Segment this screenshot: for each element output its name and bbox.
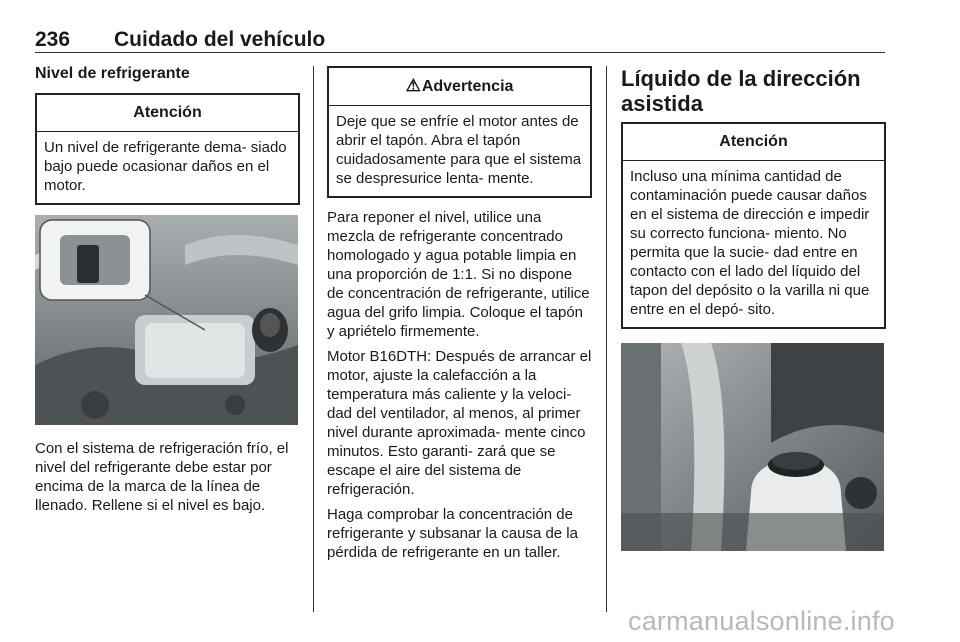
header-rule (35, 52, 885, 53)
column-divider-1 (313, 66, 314, 612)
coolant-heading: Nivel de refrigerante (35, 65, 190, 82)
refill-paragraph-2: Motor B16DTH: Después de arrancar el motor, ajuste la calefacción a la temperatura más caliente y la veloci- dad del ventilador, al menos, al primer nivel durante aproximada- mente cinco minutos. Esto garanti- zará que se escape el aire del sistema de refrigeración. (327, 348, 592, 498)
steering-engine-illustration (621, 343, 884, 551)
power-steering-reservoir-photo (621, 343, 884, 551)
refill-paragraph-1: Para reponer el nivel, utilice una mezcla de refrigerante concentrado homologado y agua potable limpia en una proporción de 1:1. Si no dispone de concentración de refrigerante, utilice agua del grifo limpia. Coloque el tapón y apriételo firmemente. (327, 209, 590, 340)
power-steering-heading: Líquido de la dirección asistida (621, 66, 861, 116)
refill-paragraph-3: Haga comprobar la concentración de refrigerante y subsanar la causa de la pérdida de refrigerante en un taller. (327, 506, 578, 561)
page-header (35, 28, 885, 52)
attention-title-steering: Atención (623, 124, 884, 161)
coolant-engine-illustration (35, 215, 298, 425)
column-divider-2 (606, 66, 607, 612)
page-title: Cuidado del vehículo (114, 28, 326, 51)
coolant-reservoir-photo (35, 215, 298, 425)
watermark: carmanualsonline.info (628, 606, 895, 636)
page-number: 236 (35, 28, 71, 51)
attention-box-steering (621, 122, 886, 329)
column-refill (327, 66, 592, 568)
coolant-level-paragraph: Con el sistema de refrigeración frío, el nivel del refrigerante debe estar por encima de la marca de la línea de llenado. Rellene si el nivel es bajo. (35, 440, 289, 514)
attention-box-coolant (35, 93, 300, 205)
attention-body-steering: Incluso una mínima cantidad de contaminación puede causar daños en el sistema de dirección e impedir su correcto funciona- miento. No permita que la sucie- dad entre en contacto con el lado del líquido del tapon del depósito o la varilla ni que entre en el depó- sito. (630, 168, 870, 318)
warning-box (327, 66, 592, 198)
column-power-steering (621, 66, 886, 551)
warning-header (329, 68, 590, 106)
attention-title: Atención (37, 95, 298, 132)
warning-triangle-icon: ⚠ (405, 76, 421, 95)
warning-title: Advertencia (421, 78, 514, 95)
attention-body: Un nivel de refrigerante dema- siado bajo puede ocasionar daños en el motor. (44, 139, 287, 194)
column-coolant (35, 64, 300, 521)
warning-body: Deje que se enfríe el motor antes de abrir el tapón. Abra el tapón cuidadosamente para que el sistema se despresurice lenta- mente. (336, 113, 582, 187)
